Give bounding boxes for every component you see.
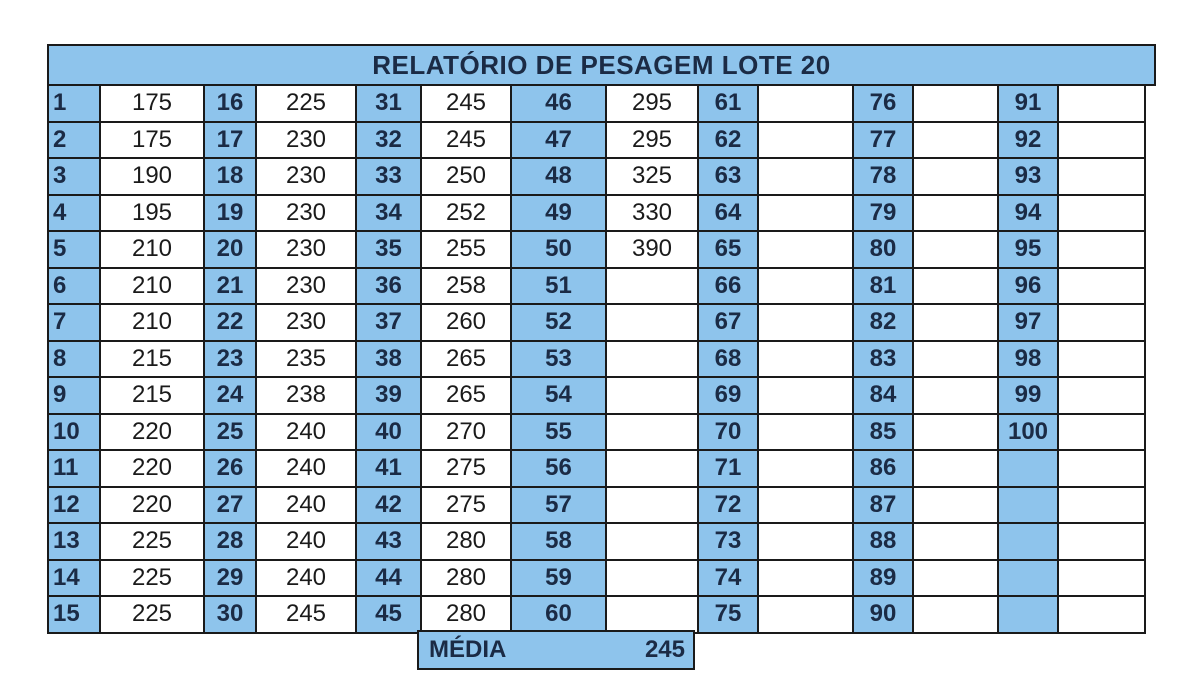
weight-value	[1059, 451, 1146, 488]
item-number: 52	[512, 305, 607, 342]
item-number: 46	[512, 86, 607, 123]
weight-value	[914, 378, 999, 415]
weight-value	[914, 488, 999, 525]
item-number: 57	[512, 488, 607, 525]
item-number: 8	[49, 342, 101, 379]
item-number: 60	[512, 597, 607, 634]
weight-value	[914, 159, 999, 196]
report-title: RELATÓRIO DE PESAGEM LOTE 20	[49, 46, 1156, 86]
item-number	[999, 488, 1059, 525]
item-number: 53	[512, 342, 607, 379]
item-number: 35	[357, 232, 422, 269]
item-number: 91	[999, 86, 1059, 123]
item-number: 82	[854, 305, 914, 342]
weight-value: 280	[422, 524, 512, 561]
item-number: 17	[205, 123, 257, 160]
weight-value: 390	[607, 232, 699, 269]
weight-value	[607, 561, 699, 598]
weight-value: 210	[101, 269, 205, 306]
item-number: 78	[854, 159, 914, 196]
item-number	[999, 597, 1059, 634]
weight-value	[914, 269, 999, 306]
item-number: 26	[205, 451, 257, 488]
weight-value: 235	[257, 342, 357, 379]
item-number: 80	[854, 232, 914, 269]
item-number: 77	[854, 123, 914, 160]
weight-value: 240	[257, 451, 357, 488]
weight-value	[607, 451, 699, 488]
weight-value: 295	[607, 86, 699, 123]
weight-value	[759, 196, 854, 233]
weight-value	[759, 86, 854, 123]
item-number: 76	[854, 86, 914, 123]
item-number: 29	[205, 561, 257, 598]
weight-value: 225	[257, 86, 357, 123]
weight-value	[607, 378, 699, 415]
weight-value	[759, 378, 854, 415]
weight-value	[914, 196, 999, 233]
weight-value	[914, 123, 999, 160]
item-number: 63	[699, 159, 759, 196]
weight-value: 230	[257, 196, 357, 233]
item-number: 47	[512, 123, 607, 160]
weight-value: 260	[422, 305, 512, 342]
weight-value	[1059, 86, 1146, 123]
item-number: 40	[357, 415, 422, 452]
item-number: 25	[205, 415, 257, 452]
weighing-report-table	[47, 44, 1156, 634]
weight-value	[759, 123, 854, 160]
weight-value	[1059, 269, 1146, 306]
weight-value	[607, 524, 699, 561]
item-number: 50	[512, 232, 607, 269]
item-number: 69	[699, 378, 759, 415]
item-number: 16	[205, 86, 257, 123]
weight-value	[759, 488, 854, 525]
item-number: 66	[699, 269, 759, 306]
item-number: 58	[512, 524, 607, 561]
item-number: 10	[49, 415, 101, 452]
item-number: 68	[699, 342, 759, 379]
item-number: 12	[49, 488, 101, 525]
weight-value: 252	[422, 196, 512, 233]
weight-value: 245	[422, 123, 512, 160]
item-number: 33	[357, 159, 422, 196]
item-number	[999, 524, 1059, 561]
weight-value: 230	[257, 269, 357, 306]
weight-value	[759, 305, 854, 342]
item-number: 45	[357, 597, 422, 634]
item-number: 22	[205, 305, 257, 342]
item-number: 67	[699, 305, 759, 342]
item-number: 31	[357, 86, 422, 123]
weight-value: 225	[101, 597, 205, 634]
item-number: 13	[49, 524, 101, 561]
weight-value: 295	[607, 123, 699, 160]
item-number: 71	[699, 451, 759, 488]
weight-value: 175	[101, 86, 205, 123]
average-label: MÉDIA	[429, 636, 507, 663]
weight-value: 240	[257, 488, 357, 525]
item-number: 36	[357, 269, 422, 306]
item-number: 27	[205, 488, 257, 525]
item-number: 59	[512, 561, 607, 598]
item-number: 86	[854, 451, 914, 488]
weight-value	[607, 488, 699, 525]
weight-value: 230	[257, 159, 357, 196]
weight-value: 250	[422, 159, 512, 196]
item-number: 44	[357, 561, 422, 598]
weight-value	[1059, 597, 1146, 634]
item-number: 7	[49, 305, 101, 342]
weight-value: 240	[257, 415, 357, 452]
weight-value: 230	[257, 305, 357, 342]
weight-value	[759, 232, 854, 269]
weight-value	[914, 561, 999, 598]
weight-value	[1059, 488, 1146, 525]
item-number: 73	[699, 524, 759, 561]
weight-value	[759, 524, 854, 561]
weight-value	[1059, 378, 1146, 415]
item-number: 92	[999, 123, 1059, 160]
average-value: 245	[644, 636, 685, 663]
weight-value: 195	[101, 196, 205, 233]
weight-value	[759, 597, 854, 634]
item-number: 79	[854, 196, 914, 233]
item-number: 41	[357, 451, 422, 488]
weight-value: 210	[101, 232, 205, 269]
weight-value: 220	[101, 415, 205, 452]
weight-value: 225	[101, 561, 205, 598]
weight-value	[759, 451, 854, 488]
weight-value	[914, 415, 999, 452]
item-number: 3	[49, 159, 101, 196]
item-number: 55	[512, 415, 607, 452]
weight-value: 175	[101, 123, 205, 160]
item-number: 98	[999, 342, 1059, 379]
weight-value: 215	[101, 378, 205, 415]
item-number: 28	[205, 524, 257, 561]
weight-value	[1059, 196, 1146, 233]
item-number: 70	[699, 415, 759, 452]
item-number: 96	[999, 269, 1059, 306]
weight-value	[759, 415, 854, 452]
weights-grid	[49, 86, 1156, 634]
item-number: 37	[357, 305, 422, 342]
weight-value: 275	[422, 488, 512, 525]
item-number: 83	[854, 342, 914, 379]
weight-value	[914, 305, 999, 342]
item-number: 61	[699, 86, 759, 123]
weight-value: 230	[257, 232, 357, 269]
weight-value: 240	[257, 561, 357, 598]
item-number: 48	[512, 159, 607, 196]
weight-value	[607, 415, 699, 452]
item-number: 20	[205, 232, 257, 269]
weight-value	[1059, 305, 1146, 342]
weight-value	[1059, 342, 1146, 379]
item-number: 97	[999, 305, 1059, 342]
average-box	[417, 630, 695, 670]
weight-value	[914, 342, 999, 379]
item-number: 72	[699, 488, 759, 525]
item-number: 5	[49, 232, 101, 269]
item-number: 74	[699, 561, 759, 598]
weight-value: 240	[257, 524, 357, 561]
weight-value: 220	[101, 451, 205, 488]
item-number: 54	[512, 378, 607, 415]
weight-value	[607, 269, 699, 306]
item-number: 32	[357, 123, 422, 160]
item-number: 18	[205, 159, 257, 196]
item-number: 87	[854, 488, 914, 525]
item-number: 85	[854, 415, 914, 452]
weight-value	[914, 597, 999, 634]
item-number: 99	[999, 378, 1059, 415]
weight-value: 225	[101, 524, 205, 561]
weight-value	[1059, 415, 1146, 452]
item-number: 51	[512, 269, 607, 306]
weight-value: 275	[422, 451, 512, 488]
item-number: 64	[699, 196, 759, 233]
item-number: 56	[512, 451, 607, 488]
weight-value: 245	[257, 597, 357, 634]
weight-value: 265	[422, 378, 512, 415]
item-number: 24	[205, 378, 257, 415]
item-number	[999, 561, 1059, 598]
item-number: 9	[49, 378, 101, 415]
item-number: 75	[699, 597, 759, 634]
weight-value	[914, 524, 999, 561]
weight-value	[1059, 123, 1146, 160]
item-number: 89	[854, 561, 914, 598]
item-number: 19	[205, 196, 257, 233]
weight-value: 265	[422, 342, 512, 379]
weight-value	[1059, 159, 1146, 196]
weight-value: 270	[422, 415, 512, 452]
item-number: 21	[205, 269, 257, 306]
item-number: 4	[49, 196, 101, 233]
weight-value	[1059, 561, 1146, 598]
weight-value	[759, 561, 854, 598]
item-number: 49	[512, 196, 607, 233]
weight-value: 280	[422, 597, 512, 634]
weight-value	[914, 451, 999, 488]
item-number: 11	[49, 451, 101, 488]
item-number: 14	[49, 561, 101, 598]
weight-value: 325	[607, 159, 699, 196]
weight-value	[914, 86, 999, 123]
weight-value: 258	[422, 269, 512, 306]
weight-value	[607, 305, 699, 342]
weight-value	[759, 342, 854, 379]
weight-value: 210	[101, 305, 205, 342]
item-number: 23	[205, 342, 257, 379]
item-number: 88	[854, 524, 914, 561]
weight-value: 330	[607, 196, 699, 233]
weight-value	[759, 159, 854, 196]
item-number: 43	[357, 524, 422, 561]
weight-value	[1059, 232, 1146, 269]
item-number: 38	[357, 342, 422, 379]
weight-value	[607, 597, 699, 634]
item-number: 90	[854, 597, 914, 634]
item-number: 84	[854, 378, 914, 415]
item-number: 34	[357, 196, 422, 233]
item-number: 62	[699, 123, 759, 160]
weight-value: 230	[257, 123, 357, 160]
item-number: 1	[49, 86, 101, 123]
item-number: 100	[999, 415, 1059, 452]
weight-value	[759, 269, 854, 306]
item-number: 81	[854, 269, 914, 306]
item-number: 15	[49, 597, 101, 634]
weight-value: 280	[422, 561, 512, 598]
weight-value: 238	[257, 378, 357, 415]
item-number: 65	[699, 232, 759, 269]
item-number: 2	[49, 123, 101, 160]
weight-value	[607, 342, 699, 379]
weight-value: 220	[101, 488, 205, 525]
item-number: 6	[49, 269, 101, 306]
item-number: 95	[999, 232, 1059, 269]
weight-value: 245	[422, 86, 512, 123]
weight-value: 190	[101, 159, 205, 196]
weight-value: 255	[422, 232, 512, 269]
weight-value	[914, 232, 999, 269]
weight-value	[1059, 524, 1146, 561]
item-number: 42	[357, 488, 422, 525]
item-number: 30	[205, 597, 257, 634]
item-number	[999, 451, 1059, 488]
item-number: 93	[999, 159, 1059, 196]
weight-value: 215	[101, 342, 205, 379]
item-number: 39	[357, 378, 422, 415]
item-number: 94	[999, 196, 1059, 233]
